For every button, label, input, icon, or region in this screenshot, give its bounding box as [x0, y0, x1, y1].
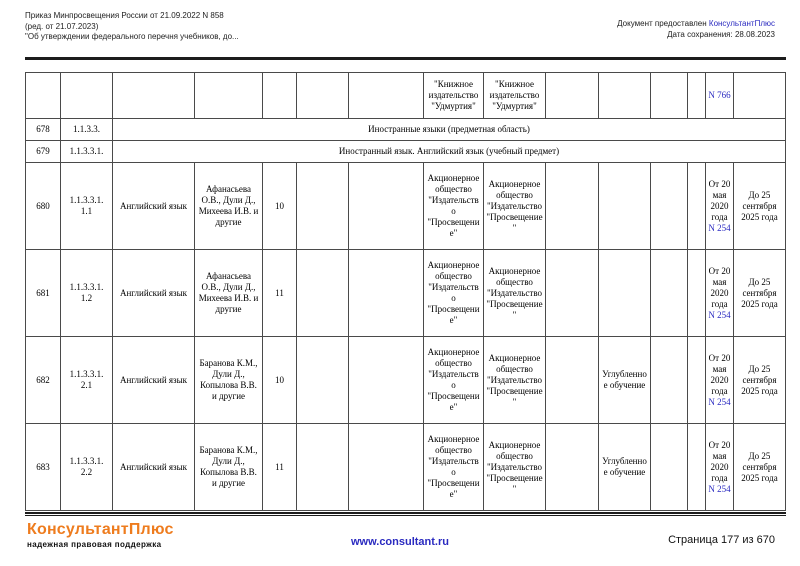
cell-row-number: 678	[26, 119, 61, 141]
cell-row-number: 683	[26, 424, 61, 511]
cell-empty	[349, 163, 424, 250]
order-date-text: От 20 мая 2020 года	[708, 178, 731, 222]
cell-note	[599, 250, 651, 337]
cell-empty	[651, 163, 688, 250]
cell-empty	[688, 424, 706, 511]
order-date-text: От 20 мая 2020 года	[708, 439, 731, 483]
cell-grade: 10	[263, 163, 297, 250]
cell-publisher: "Книжное издательство "Удмуртия"	[424, 73, 484, 119]
cell-code: 1.1.3.3.1.	[61, 141, 113, 163]
cell-grade: 11	[263, 424, 297, 511]
cell-empty	[61, 73, 113, 119]
cell-empty	[599, 73, 651, 119]
cell-empty	[688, 337, 706, 424]
document-title-line3: "Об утверждении федерального перечня учебников, до...	[25, 32, 239, 41]
cell-empty	[688, 73, 706, 119]
cell-publisher: "Книжное издательство "Удмуртия"	[484, 73, 546, 119]
cell-empty	[546, 163, 599, 250]
page-number: Страница 177 из 670	[668, 534, 775, 546]
order-date-text: От 20 мая 2020 года	[708, 265, 731, 309]
cell-grade: 10	[263, 337, 297, 424]
cell-empty	[651, 250, 688, 337]
cell-publisher: Акционерное общество "Издательство "Просвещение"	[424, 250, 484, 337]
cell-authors: Баранова К.М., Дули Д., Копылова В.В. и другие	[195, 424, 263, 511]
cell-subject: Английский язык	[113, 250, 195, 337]
cell-authors: Афанасьева О.В., Дули Д., Михеева И.В. и другие	[195, 163, 263, 250]
table-row-book	[26, 424, 786, 511]
cell-empty	[297, 163, 349, 250]
order-number-link[interactable]: N 254	[708, 222, 731, 233]
cell-empty	[297, 250, 349, 337]
cell-empty	[349, 424, 424, 511]
table-row-book	[26, 250, 786, 337]
cell-order-date	[706, 163, 734, 250]
cell-code: 1.1.3.3.1. 1.1	[61, 163, 113, 250]
cell-note	[599, 163, 651, 250]
cell-code: 1.1.3.3.	[61, 119, 113, 141]
save-date: Дата сохранения: 28.08.2023	[667, 29, 775, 39]
cell-empty	[297, 424, 349, 511]
cell-note: Углубленное обучение	[599, 337, 651, 424]
cell-row-number: 679	[26, 141, 61, 163]
cell-publisher: Акционерное общество "Издательство "Просвещение"	[484, 337, 546, 424]
table-row-book	[26, 163, 786, 250]
logo-tagline: надежная правовая поддержка	[27, 540, 162, 549]
cell-empty	[688, 250, 706, 337]
order-number-link[interactable]: N 766	[708, 90, 731, 100]
cell-order-date	[706, 337, 734, 424]
bottom-rule	[25, 512, 786, 516]
textbook-table	[25, 72, 786, 511]
cell-note: Углубленное обучение	[599, 424, 651, 511]
cell-empty	[263, 73, 297, 119]
cell-subject: Английский язык	[113, 163, 195, 250]
cell-empty	[546, 73, 599, 119]
cell-row-number: 681	[26, 250, 61, 337]
document-title-line1: Приказ Минпросвещения России от 21.09.2022 N 858	[25, 11, 224, 20]
cell-publisher: Акционерное общество "Издательство "Просвещение"	[484, 424, 546, 511]
document-title	[25, 11, 239, 43]
cell-empty	[195, 73, 263, 119]
cell-publisher: Акционерное общество "Издательство "Просвещение"	[424, 337, 484, 424]
order-number-link[interactable]: N 254	[708, 483, 731, 494]
cell-empty	[546, 424, 599, 511]
cell-empty	[734, 73, 786, 119]
provided-by-line	[617, 19, 775, 30]
cell-empty	[349, 337, 424, 424]
consultantplus-logo: КонсультантПлюс	[27, 521, 174, 538]
cell-code: 1.1.3.3.1. 2.2	[61, 424, 113, 511]
cell-publisher: Акционерное общество "Издательство "Просвещение"	[484, 250, 546, 337]
cell-section-title: Иностранный язык. Английский язык (учебный предмет)	[113, 141, 786, 163]
cell-empty	[688, 163, 706, 250]
cell-empty	[113, 73, 195, 119]
cell-valid-until: До 25 сентября 2025 года	[734, 337, 786, 424]
cell-empty	[297, 337, 349, 424]
cell-empty	[546, 250, 599, 337]
cell-empty	[651, 337, 688, 424]
top-rule	[25, 57, 786, 60]
cell-empty	[651, 424, 688, 511]
provided-by-label: Документ предоставлен	[617, 19, 707, 28]
table-row-section	[26, 141, 786, 163]
cell-subject: Английский язык	[113, 424, 195, 511]
cell-empty	[26, 73, 61, 119]
cell-empty	[349, 250, 424, 337]
document-provenance	[617, 19, 775, 40]
cell-order-date	[706, 424, 734, 511]
order-number-link[interactable]: N 254	[708, 396, 731, 407]
cell-empty	[349, 73, 424, 119]
cell-publisher: Акционерное общество "Издательство "Просвещение"	[424, 424, 484, 511]
cell-valid-until: До 25 сентября 2025 года	[734, 163, 786, 250]
consultant-site-link[interactable]: www.consultant.ru	[351, 536, 449, 548]
cell-publisher: Акционерное общество "Издательство "Просвещение"	[424, 163, 484, 250]
cell-row-number: 682	[26, 337, 61, 424]
order-number-link[interactable]: N 254	[708, 309, 731, 320]
order-date-text: От 20 мая 2020 года	[708, 352, 731, 396]
cell-authors: Баранова К.М., Дули Д., Копылова В.В. и другие	[195, 337, 263, 424]
cell-order-date	[706, 250, 734, 337]
consultantplus-link[interactable]: КонсультантПлюс	[708, 19, 775, 28]
cell-code: 1.1.3.3.1. 1.2	[61, 250, 113, 337]
cell-code: 1.1.3.3.1. 2.1	[61, 337, 113, 424]
cell-section-title: Иностранные языки (предметная область)	[113, 119, 786, 141]
table-row-section	[26, 119, 786, 141]
table-row-book	[26, 337, 786, 424]
cell-valid-until: До 25 сентября 2025 года	[734, 250, 786, 337]
cell-empty	[297, 73, 349, 119]
document-title-line2: (ред. от 21.07.2023)	[25, 21, 99, 31]
cell-empty	[546, 337, 599, 424]
table-row-carryover	[26, 73, 786, 119]
cell-valid-until: До 25 сентября 2025 года	[734, 424, 786, 511]
cell-authors: Афанасьева О.В., Дули Д., Михеева И.В. и другие	[195, 250, 263, 337]
cell-order-number	[706, 73, 734, 119]
cell-grade: 11	[263, 250, 297, 337]
cell-publisher: Акционерное общество "Издательство "Просвещение"	[484, 163, 546, 250]
cell-row-number: 680	[26, 163, 61, 250]
cell-empty	[651, 73, 688, 119]
cell-subject: Английский язык	[113, 337, 195, 424]
